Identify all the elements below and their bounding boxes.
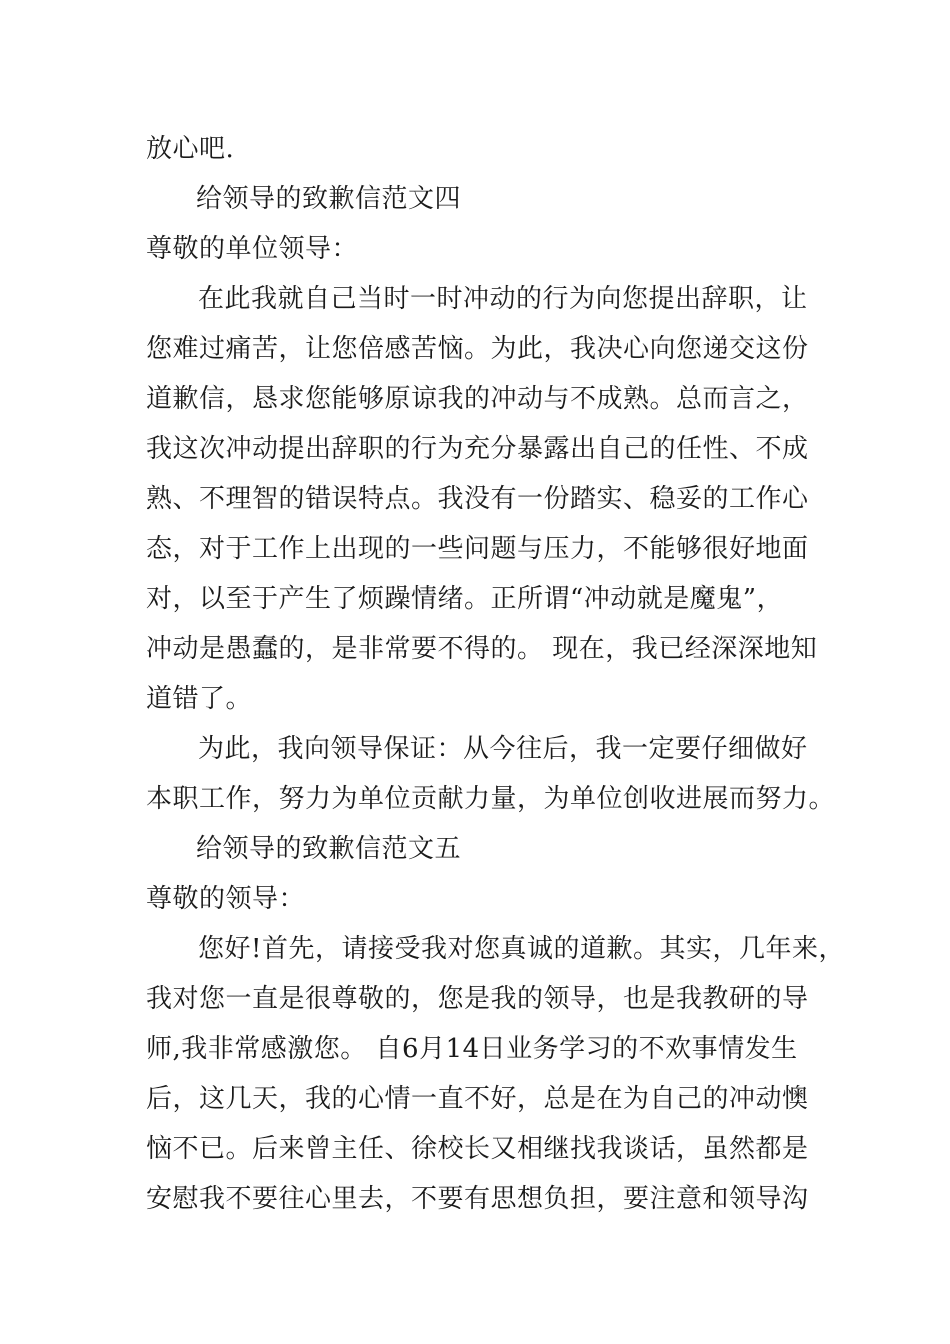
text-line: 我对您一直是很尊敬的，您是我的领导，也是我教研的导 bbox=[146, 984, 809, 1014]
text-line: 师,我非常感激您。 自6月14日业务学习的不欢事情发生 bbox=[146, 1034, 798, 1064]
section-heading: 给领导的致歉信范文五 bbox=[196, 834, 462, 864]
text-line: 我这次冲动提出辞职的行为充分暴露出自己的任性、不成 bbox=[146, 434, 809, 464]
text-line: 放心吧. bbox=[146, 134, 235, 164]
text-line: 安慰我不要往心里去，不要有思想负担，要注意和领导沟 bbox=[146, 1184, 809, 1214]
text-line: 态，对于工作上出现的一些问题与压力，不能够很好地面 bbox=[146, 534, 809, 564]
text-line: 本职工作，努力为单位贡献力量，为单位创收进展而努力。 bbox=[146, 784, 836, 814]
text-line: 后，这几天，我的心情一直不好，总是在为自己的冲动懊 bbox=[146, 1084, 809, 1114]
text-line: 道错了。 bbox=[146, 684, 253, 714]
text-line: 恼不已。后来曾主任、徐校长又相继找我谈话，虽然都是 bbox=[146, 1134, 809, 1164]
text-line: 为此，我向领导保证：从今往后，我一定要仔细做好 bbox=[198, 734, 808, 764]
text-line: 对，以至于产生了烦躁情绪。正所谓“冲动就是魔鬼”， bbox=[146, 584, 784, 614]
salutation: 尊敬的单位领导： bbox=[146, 234, 359, 264]
salutation: 尊敬的领导： bbox=[146, 884, 306, 914]
text-line: 您好!首先，请接受我对您真诚的道歉。其实，几年来， bbox=[198, 934, 845, 964]
text-line: 熟、不理智的错误特点。我没有一份踏实、稳妥的工作心 bbox=[146, 484, 809, 514]
text-line: 在此我就自己当时一时冲动的行为向您提出辞职，让 bbox=[198, 284, 808, 314]
text-line: 您难过痛苦，让您倍感苦恼。为此，我决心向您递交这份 bbox=[146, 334, 809, 364]
section-heading: 给领导的致歉信范文四 bbox=[196, 184, 462, 214]
text-line: 道歉信，恳求您能够原谅我的冲动与不成熟。总而言之， bbox=[146, 384, 809, 414]
text-line: 冲动是愚蠢的，是非常要不得的。 现在，我已经深深地知 bbox=[146, 634, 818, 664]
